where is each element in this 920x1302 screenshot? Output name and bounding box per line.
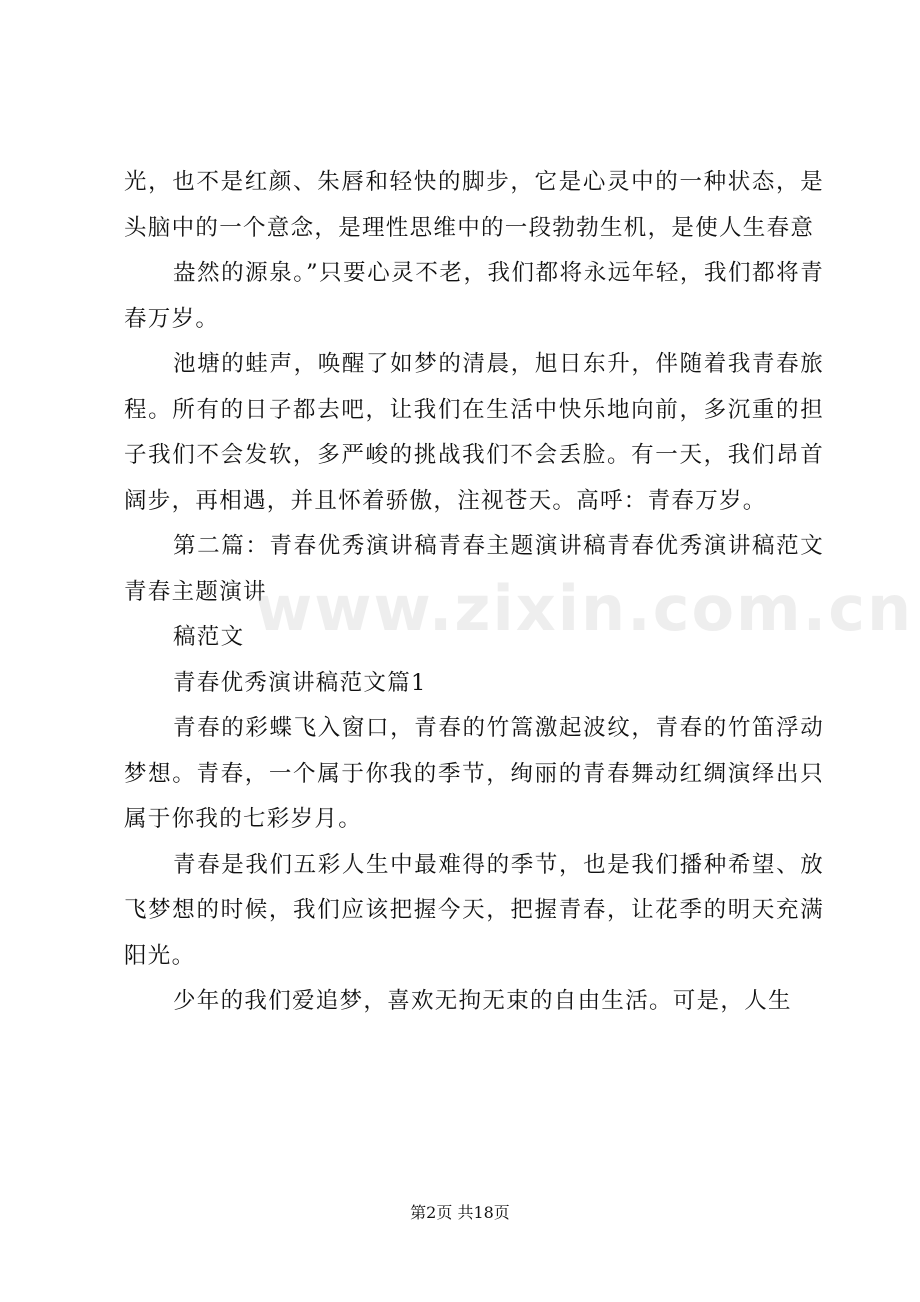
paragraph-6: 少年的我们爱追梦，喜欢无拘无束的自由生活。可是，人生	[173, 988, 792, 1014]
paragraph-3: 池塘的蛙声，唤醒了如梦的清晨，旭日东升，伴随着我青春旅程。所有的日子都去吧，让我们在生活中快乐地向前，多沉重的担子我们不会发软，多严峻的挑战我们不会丢脸。有一天，我们昂首阔步，再相遇，并且怀着骄傲，注视苍天。高呼：青春万岁。	[124, 351, 824, 514]
paragraph-2: 盎然的源泉。”只要心灵不老，我们都将永远年轻，我们都将青春万岁。	[124, 260, 824, 332]
document-body	[124, 160, 824, 1025]
site-watermark: www.zixin.com.cn	[255, 572, 914, 645]
section-heading-continued: 稿范文	[173, 624, 245, 650]
paragraph-4: 青春的彩蝶飞入窗口，青春的竹篙激起波纹，青春的竹笛浮动梦想。青春，一个属于你我的季节，绚丽的青春舞动红绸演绎出只属于你我的七彩岁月。	[124, 715, 824, 832]
subheading-sample-1: 青春优秀演讲稿范文篇1	[173, 669, 427, 696]
page-footer: 第2页 共18页	[410, 1203, 510, 1222]
paragraph-1: 光，也不是红颜、朱唇和轻快的脚步，它是心灵中的一种状态，是头脑中的一个意念，是理性思维中的一段勃勃生机，是使人生春意	[124, 169, 824, 241]
section-heading-part-2: 第二篇：青春优秀演讲稿青春主题演讲稿青春优秀演讲稿范文青春主题演讲	[124, 533, 824, 605]
paragraph-5: 青春是我们五彩人生中最难得的季节，也是我们播种希望、放飞梦想的时候，我们应该把握今天，把握青春，让花季的明天充满阳光。	[124, 851, 824, 969]
